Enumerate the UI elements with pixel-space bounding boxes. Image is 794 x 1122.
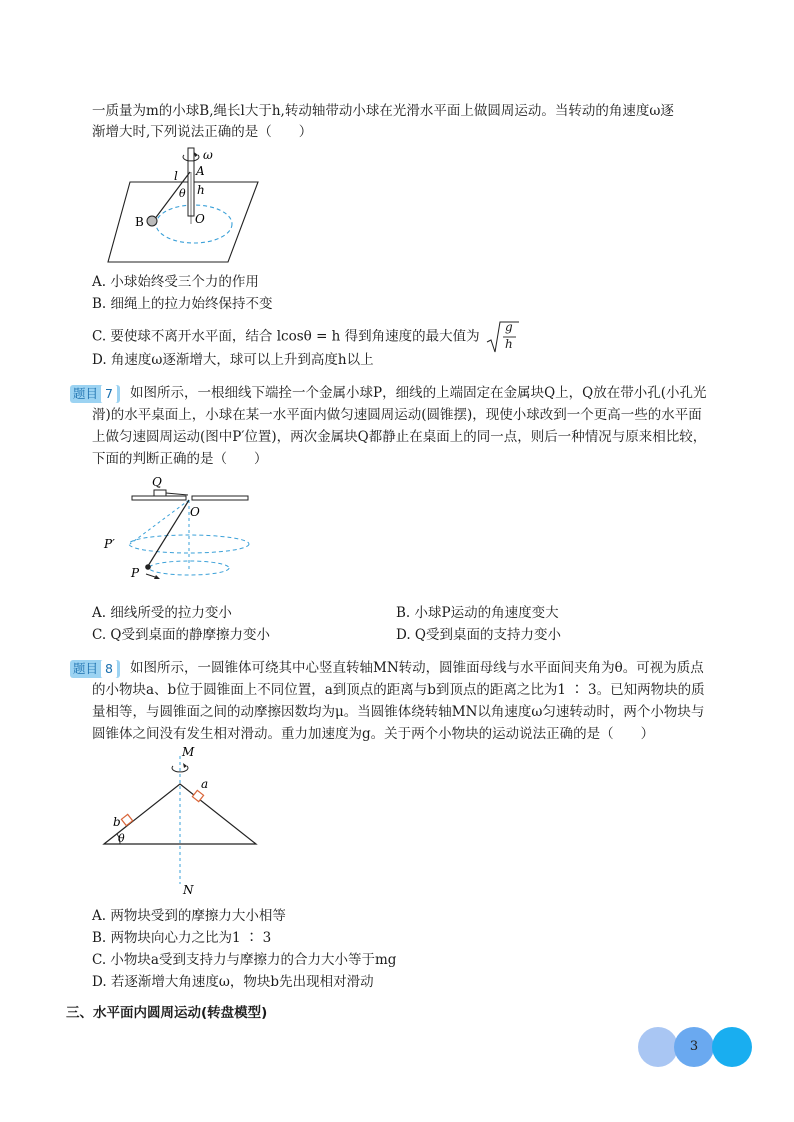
q7-stem-line-3: 上做匀速圆周运动(图中P′位置)，两次金属块Q都静止在桌面上的同一点，则后一种情况与原来相比较， xyxy=(92,429,707,445)
q7-table-right xyxy=(192,496,248,500)
q8-label-theta: θ xyxy=(118,832,125,845)
q7-ball-p xyxy=(145,564,151,570)
q7-string xyxy=(148,500,189,566)
q8-label-b: b xyxy=(113,815,121,829)
q7-stem-line-2: 滑)的水平桌面上，小球在某一水平面内做匀速圆周运动(圆锥摆)，现使小球改到一个更高一些的水平面 xyxy=(92,407,702,423)
q8-stem-line-1: 如图所示，一圆锥体可绕其中心竖直转轴MN转动，圆锥面母线与水平面间夹角为θ。可视为质点 xyxy=(130,660,704,676)
q8-label-n: N xyxy=(183,883,194,897)
q8-option-d[interactable]: D. 若逐渐增大角速度ω，物块b先出现相对滑动 xyxy=(92,974,374,990)
q8-block-a xyxy=(192,790,203,801)
q6-label-O: O xyxy=(195,212,205,226)
q6-stem-line-2: 渐增大时,下列说法正确的是（ ） xyxy=(92,124,313,140)
q8-stem-line-2: 的小物块a、b位于圆锥面上不同位置，a到顶点的距离与b到顶点的距离之比为1 ∶ 3。已知两物块的质 xyxy=(92,682,705,698)
q7-label-o: O xyxy=(190,505,200,519)
q8-stem-line-4: 圆锥体之间没有发生相对滑动。重力加速度为g。关于两个小物块的运动说法正确的是（ ） xyxy=(92,726,655,742)
q6-label-theta: θ xyxy=(179,187,186,200)
q6-option-c-sqrt xyxy=(486,320,520,354)
q8-badge xyxy=(70,659,120,680)
q7-label-q: Q xyxy=(152,475,162,489)
q6-label-l: l xyxy=(174,169,178,183)
q6-option-c-text: C. 要使球不离开水平面，结合 lcosθ = h 得到角速度的最大值为 xyxy=(92,328,480,345)
page-number-badge xyxy=(638,1027,754,1069)
q8-option-c[interactable]: C. 小物块a受到支持力与摩擦力的合力大小等于mg xyxy=(92,952,397,968)
q7-table-left xyxy=(132,496,186,500)
q6-label-omega: ω xyxy=(203,148,213,162)
q7-stem-line-1: 如图所示，一根细线下端拴一个金属小球P，细线的上端固定在金属块Q上，Q放在带小孔(小孔光 xyxy=(130,385,707,401)
q7-option-a[interactable]: A. 细线所受的拉力变小 xyxy=(92,605,232,621)
page-dot-left xyxy=(638,1027,678,1067)
page-dot-right xyxy=(712,1027,752,1067)
q8-figure xyxy=(98,744,268,900)
q6-option-c[interactable] xyxy=(92,320,520,354)
q8-label-a: a xyxy=(201,777,209,791)
q7-label-p-prime: P′ xyxy=(104,537,115,551)
q6-label-A: A xyxy=(196,164,205,178)
q8-badge-num: 8 xyxy=(101,660,117,678)
q6-ball xyxy=(147,216,157,226)
page-number: 3 xyxy=(689,1039,699,1054)
q8-stem-line-3: 量相等，与圆锥面之间的动摩擦因数均为μ。当圆锥体绕转轴MN以角速度ω匀速转动时，两个小物块与 xyxy=(92,704,705,720)
q6-figure xyxy=(100,142,260,264)
q7-option-b[interactable]: B. 小球P运动的角速度变大 xyxy=(396,605,559,621)
q6-option-b[interactable]: B. 细绳上的拉力始终保持不变 xyxy=(92,296,273,312)
q6-option-a[interactable]: A. 小球始终受三个力的作用 xyxy=(92,274,259,290)
q6-option-c-numerator: g xyxy=(504,320,513,334)
q7-figure xyxy=(100,474,260,592)
q8-label-m: M xyxy=(182,745,195,759)
q7-badge xyxy=(70,384,120,405)
q6-stem-line-1: 一质量为m的小球B,绳长l大于h,转动轴带动小球在光滑水平面上做圆周运动。当转动的角速度ω逐 xyxy=(92,103,674,119)
q8-block-b xyxy=(121,814,132,825)
q8-option-b[interactable]: B. 两物块向心力之比为1 ∶ 3 xyxy=(92,930,272,946)
q6-option-d[interactable]: D. 角速度ω逐渐增大，球可以上升到高度h以上 xyxy=(92,352,374,368)
q7-option-d[interactable]: D. Q受到桌面的支持力变小 xyxy=(396,627,561,643)
q8-option-a[interactable]: A. 两物块受到的摩擦力大小相等 xyxy=(92,908,286,924)
q7-stem-line-4: 下面的判断正确的是（ ） xyxy=(92,451,268,467)
q8-badge-label: 题目 xyxy=(73,661,99,676)
section-title: 三、水平面内圆周运动(转盘模型) xyxy=(66,1005,268,1021)
q7-badge-label: 题目 xyxy=(73,386,99,401)
q6-label-h: h xyxy=(197,183,205,197)
q6-label-B: B xyxy=(135,215,144,229)
q6-option-c-denominator: h xyxy=(504,337,513,351)
q7-badge-num: 7 xyxy=(101,385,117,403)
q7-block-q xyxy=(154,490,166,496)
q7-label-p: P xyxy=(131,566,140,580)
q7-option-c[interactable]: C. Q受到桌面的静摩擦力变小 xyxy=(92,627,270,643)
